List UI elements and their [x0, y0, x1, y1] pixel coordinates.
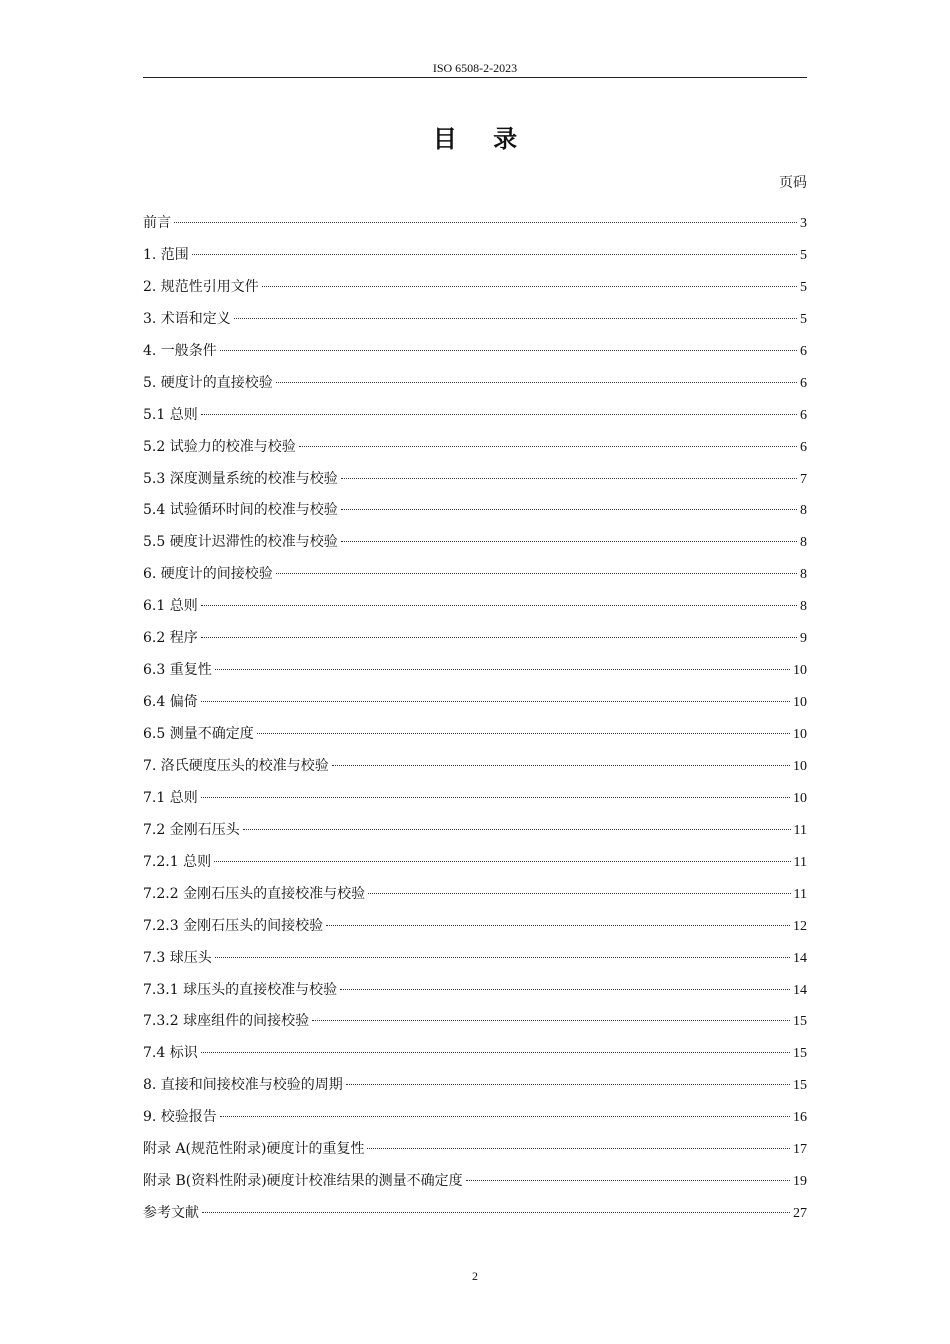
- toc-leader-dots: [201, 701, 790, 702]
- toc-entry[interactable]: [143, 1039, 807, 1071]
- toc-entry-page: 5: [800, 311, 807, 327]
- toc-leader-dots: [466, 1180, 790, 1181]
- toc-entry-page: 10: [793, 663, 807, 679]
- toc-leader-dots: [202, 1212, 790, 1213]
- toc-entry-page: 10: [793, 758, 807, 774]
- toc-entry-title: 6. 硬度计的间接校验: [143, 566, 273, 583]
- toc-entry-title: 附录 B(资料性附录)硬度计校准结果的测量不确定度: [143, 1173, 463, 1190]
- toc-leader-dots: [220, 350, 797, 351]
- toc-leader-dots: [174, 222, 797, 223]
- toc-entry[interactable]: [143, 592, 807, 624]
- toc-entry-page: 10: [793, 695, 807, 711]
- toc-leader-dots: [346, 1084, 790, 1085]
- toc-entry-page: 7: [800, 471, 807, 487]
- toc-entry-page: 14: [793, 950, 807, 966]
- toc-leader-dots: [341, 541, 797, 542]
- toc-entry-page: 16: [793, 1110, 807, 1126]
- toc-entry[interactable]: [143, 465, 807, 497]
- toc-entry[interactable]: [143, 816, 807, 848]
- toc-entry[interactable]: [143, 209, 807, 241]
- toc-leader-dots: [326, 925, 790, 926]
- toc-entry-page: 12: [793, 918, 807, 934]
- toc-entry[interactable]: [143, 1007, 807, 1039]
- toc-leader-dots: [201, 414, 797, 415]
- toc-leader-dots: [201, 605, 797, 606]
- toc-entry[interactable]: [143, 880, 807, 912]
- toc-entry[interactable]: [143, 848, 807, 880]
- toc-leader-dots: [201, 637, 797, 638]
- toc-entry[interactable]: [143, 528, 807, 560]
- toc-entry[interactable]: [143, 1071, 807, 1103]
- toc-entry-title: 2. 规范性引用文件: [143, 278, 259, 295]
- toc-entry-page: 11: [793, 886, 807, 902]
- toc-entry-title: 7. 洛氏硬度压头的校准与校验: [143, 757, 329, 774]
- toc-entry[interactable]: [143, 976, 807, 1008]
- toc-entry-page: 10: [793, 727, 807, 742]
- toc-entry[interactable]: [143, 241, 807, 273]
- toc-entry-title: 6.1 总则: [143, 598, 198, 615]
- toc-entry[interactable]: [143, 1135, 807, 1167]
- toc-entry-page: 8: [800, 535, 807, 551]
- toc-entry-page: 27: [793, 1206, 807, 1222]
- toc-entry-title: 7.4 标识: [143, 1045, 198, 1062]
- toc-entry-title: 4. 一般条件: [143, 342, 217, 359]
- toc-leader-dots: [234, 318, 797, 319]
- running-header: ISO 6508-2-2023: [432, 61, 518, 75]
- toc-entry-page: 10: [793, 790, 807, 806]
- toc-entry[interactable]: [143, 1167, 807, 1199]
- toc-leader-dots: [215, 957, 790, 958]
- toc-entry[interactable]: [143, 337, 807, 369]
- toc-entry-title: 5. 硬度计的直接校验: [143, 374, 273, 391]
- toc-leader-dots: [368, 893, 790, 894]
- page-number: 2: [472, 1269, 478, 1283]
- toc-entry-page: 6: [800, 375, 807, 391]
- toc-entry-title: 附录 A(规范性附录)硬度计的重复性: [143, 1141, 365, 1158]
- toc-entry-page: 14: [793, 982, 807, 998]
- toc-entry-title: 9. 校验报告: [143, 1109, 217, 1126]
- toc-entry[interactable]: [143, 720, 807, 752]
- toc-entry-title: 7.2.1 总则: [143, 853, 212, 870]
- toc-entry-page: 3: [800, 216, 807, 231]
- toc-entry-title: 参考文献: [143, 1205, 199, 1222]
- toc-entry[interactable]: [143, 496, 807, 528]
- toc-entry-title: 6.3 重复性: [143, 662, 212, 679]
- toc-leader-dots: [276, 382, 797, 383]
- toc-entry[interactable]: [143, 1103, 807, 1135]
- toc-entry-title: 6.2 程序: [143, 630, 198, 647]
- toc-entry[interactable]: [143, 433, 807, 465]
- toc-leader-dots: [201, 797, 790, 798]
- toc-entry-title: 3. 术语和定义: [143, 310, 231, 327]
- toc-entry-page: 15: [793, 1014, 807, 1030]
- header-rule: [143, 77, 807, 78]
- toc-entry[interactable]: [143, 1199, 807, 1231]
- toc-entry-page: 15: [793, 1078, 807, 1094]
- toc-entry-title: 1. 范围: [143, 246, 189, 263]
- toc-entry-page: 8: [800, 503, 807, 519]
- toc-entry-title: 7.3.2 球座组件的间接校验: [143, 1013, 310, 1030]
- toc-entry[interactable]: [143, 944, 807, 976]
- toc-entry-title: 6.4 偏倚: [143, 694, 198, 711]
- toc-leader-dots: [341, 509, 797, 510]
- toc-entry[interactable]: [143, 273, 807, 305]
- toc-leader-dots: [257, 733, 790, 734]
- toc-leader-dots: [299, 446, 797, 447]
- toc-entry-page: 5: [800, 247, 807, 263]
- toc-entry[interactable]: [143, 305, 807, 337]
- toc-entry-title: 5.5 硬度计迟滞性的校准与校验: [143, 534, 338, 551]
- toc-entry[interactable]: [143, 656, 807, 688]
- toc-entry-title: 5.2 试验力的校准与校验: [143, 438, 296, 455]
- toc-entry-page: 8: [800, 567, 807, 583]
- toc-entry-page: 6: [800, 407, 807, 423]
- toc-entry[interactable]: [143, 688, 807, 720]
- toc-entry-title: 7.2 金刚石压头: [143, 821, 240, 838]
- toc-entry-page: 15: [793, 1046, 807, 1062]
- toc-entry[interactable]: [143, 624, 807, 656]
- toc-entry-page: 17: [793, 1142, 807, 1158]
- toc-leader-dots: [192, 254, 797, 255]
- toc-leader-dots: [215, 669, 790, 670]
- toc-leader-dots: [312, 1020, 790, 1021]
- toc-entry-page: 6: [800, 439, 807, 455]
- toc-entry-title: 前言: [143, 215, 171, 231]
- toc-entry-page: 19: [793, 1174, 807, 1190]
- toc-entry-page: 6: [800, 343, 807, 359]
- toc-entry-page: 8: [800, 599, 807, 615]
- toc-leader-dots: [340, 989, 790, 990]
- toc-leader-dots: [332, 765, 790, 766]
- toc-leader-dots: [262, 286, 797, 287]
- toc-entry-title: 5.3 深度测量系统的校准与校验: [143, 470, 338, 487]
- toc-entry-title: 7.3 球压头: [143, 949, 212, 966]
- toc-entry-title: 5.4 试验循环时间的校准与校验: [143, 502, 338, 519]
- toc-entry-page: 5: [800, 279, 807, 295]
- toc-leader-dots: [341, 478, 797, 479]
- page-column-label: 页码: [779, 175, 807, 191]
- toc-entry-title: 7.2.2 金刚石压头的直接校准与校验: [143, 885, 366, 902]
- toc-entry[interactable]: [143, 369, 807, 401]
- table-of-contents: [143, 209, 807, 1231]
- toc-entry[interactable]: [143, 401, 807, 433]
- toc-entry-page: 11: [793, 854, 807, 870]
- toc-entry[interactable]: [143, 784, 807, 816]
- toc-entry-page: 9: [800, 631, 807, 647]
- toc-leader-dots: [201, 1052, 790, 1053]
- toc-leader-dots: [367, 1148, 790, 1149]
- toc-leader-dots: [276, 573, 797, 574]
- toc-title: 目 录: [432, 124, 532, 153]
- toc-leader-dots: [220, 1116, 790, 1117]
- toc-entry[interactable]: [143, 560, 807, 592]
- toc-entry[interactable]: [143, 752, 807, 784]
- toc-entry-title: 7.2.3 金刚石压头的间接校验: [143, 917, 324, 934]
- toc-entry-title: 8. 直接和间接校准与校验的周期: [143, 1077, 343, 1094]
- toc-entry-title: 6.5 测量不确定度: [143, 726, 254, 742]
- toc-entry[interactable]: [143, 912, 807, 944]
- toc-leader-dots: [214, 861, 790, 862]
- toc-entry-page: 11: [793, 822, 807, 838]
- toc-entry-title: 7.3.1 球压头的直接校准与校验: [143, 981, 338, 998]
- toc-leader-dots: [243, 829, 791, 830]
- toc-entry-title: 7.1 总则: [143, 789, 198, 806]
- toc-entry-title: 5.1 总则: [143, 406, 198, 423]
